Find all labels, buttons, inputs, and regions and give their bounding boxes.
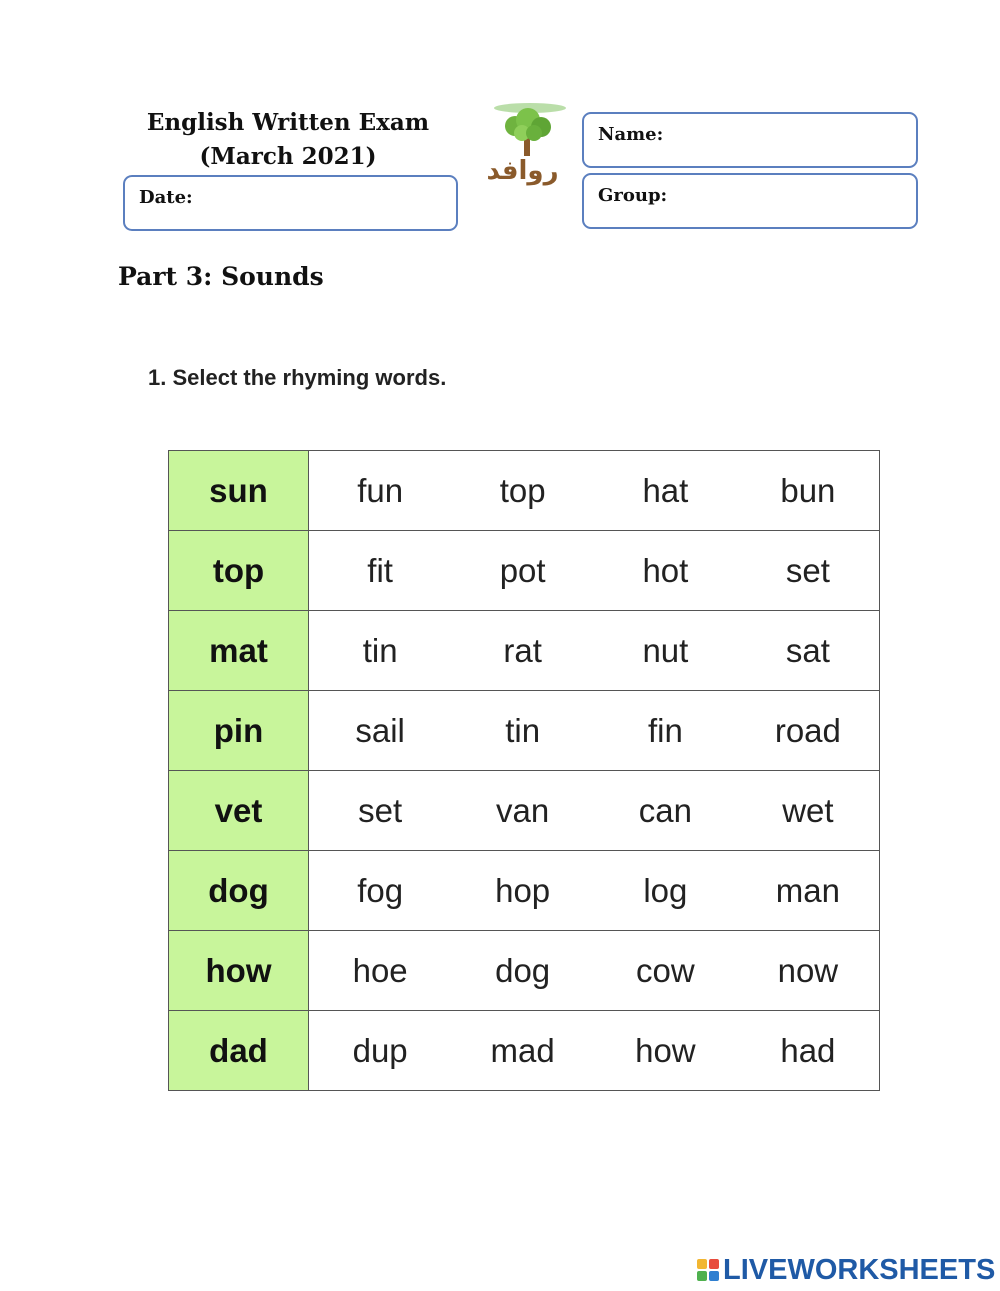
key-word: top <box>169 531 309 611</box>
option-cell[interactable]: mad <box>451 1011 594 1091</box>
exam-title-line2: (March 2021) <box>199 143 377 170</box>
option-cell[interactable]: tin <box>451 691 594 771</box>
option-cell[interactable]: how <box>594 1011 737 1091</box>
name-label: Name: <box>598 124 664 145</box>
option-cell[interactable]: nut <box>594 611 737 691</box>
option-cell[interactable]: rat <box>451 611 594 691</box>
option-cell[interactable]: wet <box>737 771 880 851</box>
option-cell[interactable]: fun <box>309 451 452 531</box>
date-field[interactable] <box>123 175 458 231</box>
liveworksheets-branding <box>697 1255 995 1285</box>
option-cell[interactable]: log <box>594 851 737 931</box>
table-row <box>169 851 880 931</box>
table-row <box>169 771 880 851</box>
group-field[interactable] <box>582 173 918 229</box>
option-cell[interactable]: fog <box>309 851 452 931</box>
key-word: vet <box>169 771 309 851</box>
exam-title-line1: English Written Exam <box>146 109 430 136</box>
option-cell[interactable]: hat <box>594 451 737 531</box>
option-cell[interactable]: dup <box>309 1011 452 1091</box>
key-word: pin <box>169 691 309 771</box>
table-row <box>169 931 880 1011</box>
instruction: 1. Select the rhyming words. <box>148 365 447 390</box>
date-label: Date: <box>139 187 193 208</box>
name-field[interactable] <box>582 112 918 168</box>
table-row <box>169 531 880 611</box>
option-cell[interactable]: man <box>737 851 880 931</box>
exam-title <box>118 106 458 174</box>
option-cell[interactable]: set <box>737 531 880 611</box>
option-cell[interactable]: hoe <box>309 931 452 1011</box>
key-word: dog <box>169 851 309 931</box>
rhyme-table <box>168 450 880 1091</box>
option-cell[interactable]: hop <box>451 851 594 931</box>
option-cell[interactable]: tin <box>309 611 452 691</box>
option-cell[interactable]: can <box>594 771 737 851</box>
option-cell[interactable]: hot <box>594 531 737 611</box>
option-cell[interactable]: pot <box>451 531 594 611</box>
key-word: sun <box>169 451 309 531</box>
logo-text: روافد <box>486 156 559 186</box>
option-cell[interactable]: sail <box>309 691 452 771</box>
option-cell[interactable]: top <box>451 451 594 531</box>
table-row <box>169 1011 880 1091</box>
table-row <box>169 451 880 531</box>
option-cell[interactable]: road <box>737 691 880 771</box>
option-cell[interactable]: fit <box>309 531 452 611</box>
school-logo <box>470 100 575 200</box>
part-title: Part 3: Sounds <box>118 262 324 291</box>
option-cell[interactable]: dog <box>451 931 594 1011</box>
table-row <box>169 691 880 771</box>
key-word: mat <box>169 611 309 691</box>
liveworksheets-logo-icon <box>697 1259 719 1281</box>
option-cell[interactable]: fin <box>594 691 737 771</box>
key-word: dad <box>169 1011 309 1091</box>
option-cell[interactable]: bun <box>737 451 880 531</box>
option-cell[interactable]: van <box>451 771 594 851</box>
option-cell[interactable]: cow <box>594 931 737 1011</box>
group-label: Group: <box>598 185 668 206</box>
tree-icon <box>470 100 575 160</box>
key-word: how <box>169 931 309 1011</box>
table-row <box>169 611 880 691</box>
brand-name: LIVEWORKSHEETS <box>723 1253 996 1286</box>
option-cell[interactable]: set <box>309 771 452 851</box>
option-cell[interactable]: had <box>737 1011 880 1091</box>
option-cell[interactable]: sat <box>737 611 880 691</box>
option-cell[interactable]: now <box>737 931 880 1011</box>
